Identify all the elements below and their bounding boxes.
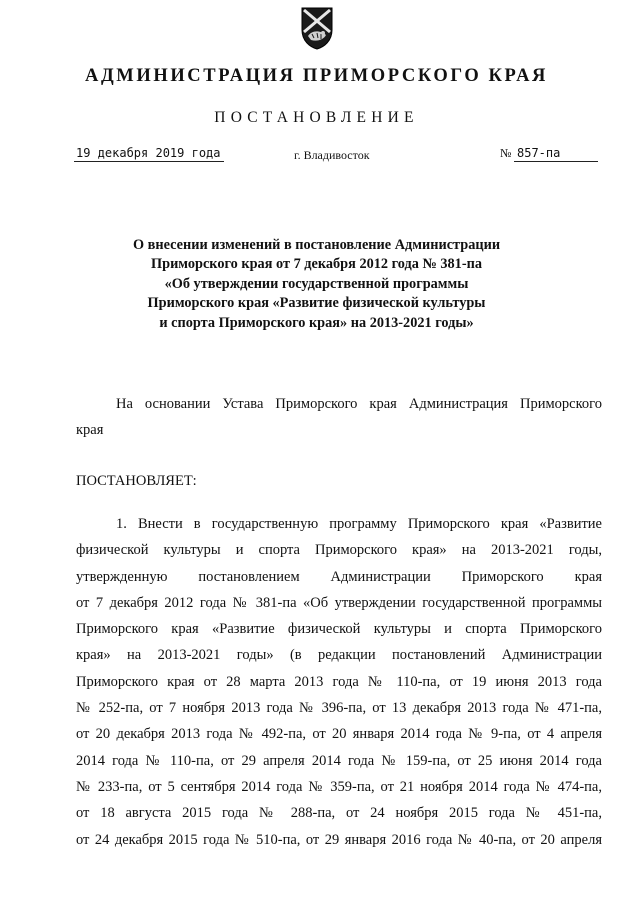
intro-paragraph [76, 392, 602, 443]
paragraph-line: 2014 года № 110-па, от 29 апреля 2014 года № 159-па, от 25 июня 2014 года [76, 752, 602, 769]
title-line: и спорта Приморского края» на 2013-2021 годы» [159, 314, 474, 331]
paragraph-line: Приморского края «Развитие физической культуры и спорта Приморского [76, 621, 602, 638]
document-date: 19 декабря 2019 года [74, 145, 224, 162]
paragraph-line: края» на 2013-2021 годы» (в редакции постановлений Администрации [76, 647, 602, 664]
paragraph-line: № 252-па, от 7 ноября 2013 года № 396-па, от 13 декабря 2013 года № 471-па, [76, 700, 602, 717]
document-city: г. Владивосток [294, 148, 370, 162]
paragraph-line: утвержденную постановлением Администрации Приморского края [76, 568, 602, 585]
paragraph-line: от 20 декабря 2013 года № 492-па, от 20 января 2014 года № 9-па, от 4 апреля [76, 726, 602, 743]
intro-line: На основании Устава Приморского края Администрация Приморского [116, 396, 602, 412]
paragraph-line: от 7 декабря 2012 года № 381-па «Об утверждении государственной программы [76, 594, 602, 611]
paragraph-line: физической культуры и спорта Приморского края» на 2013-2021 годы, [76, 542, 602, 559]
item-1-paragraph [76, 511, 602, 853]
paragraph-line: от 24 декабря 2015 года № 510-па, от 29 января 2016 года № 40-па, от 20 апреля [76, 831, 602, 848]
organization-heading: АДМИНИСТРАЦИЯ ПРИМОРСКОГО КРАЯ [84, 66, 549, 86]
resolves-heading: ПОСТАНОВЛЯЕТ: [76, 473, 197, 489]
title-line: «Об утверждении государственной программы [164, 275, 469, 292]
paragraph-line: № 233-па, от 5 сентября 2014 года № 359-па, от 21 ноября 2014 года № 474-па, [76, 778, 602, 795]
document-type-heading: ПОСТАНОВЛЕНИЕ [214, 109, 419, 126]
paragraph-line: 1. Внести в государственную программу Приморского края «Развитие [116, 516, 602, 532]
paragraph-line: Приморского края от 28 марта 2013 года № 110-па, от 19 июня 2013 года [76, 673, 602, 690]
title-line: Приморского края «Развитие физической культуры [147, 295, 486, 312]
number-sign: № [500, 146, 512, 160]
document-number-block [500, 145, 595, 161]
intro-line: края [76, 421, 104, 438]
title-line: Приморского края от 7 декабря 2012 года № 381-па [151, 256, 482, 273]
coat-of-arms-emblem [300, 6, 334, 50]
paragraph-line: от 18 августа 2015 года № 288-па, от 24 ноября 2015 года № 451-па, [76, 805, 602, 822]
title-line: О внесении изменений в постановление Администрации [132, 237, 501, 253]
document-title [80, 236, 553, 333]
document-number: 857-па [514, 145, 598, 162]
